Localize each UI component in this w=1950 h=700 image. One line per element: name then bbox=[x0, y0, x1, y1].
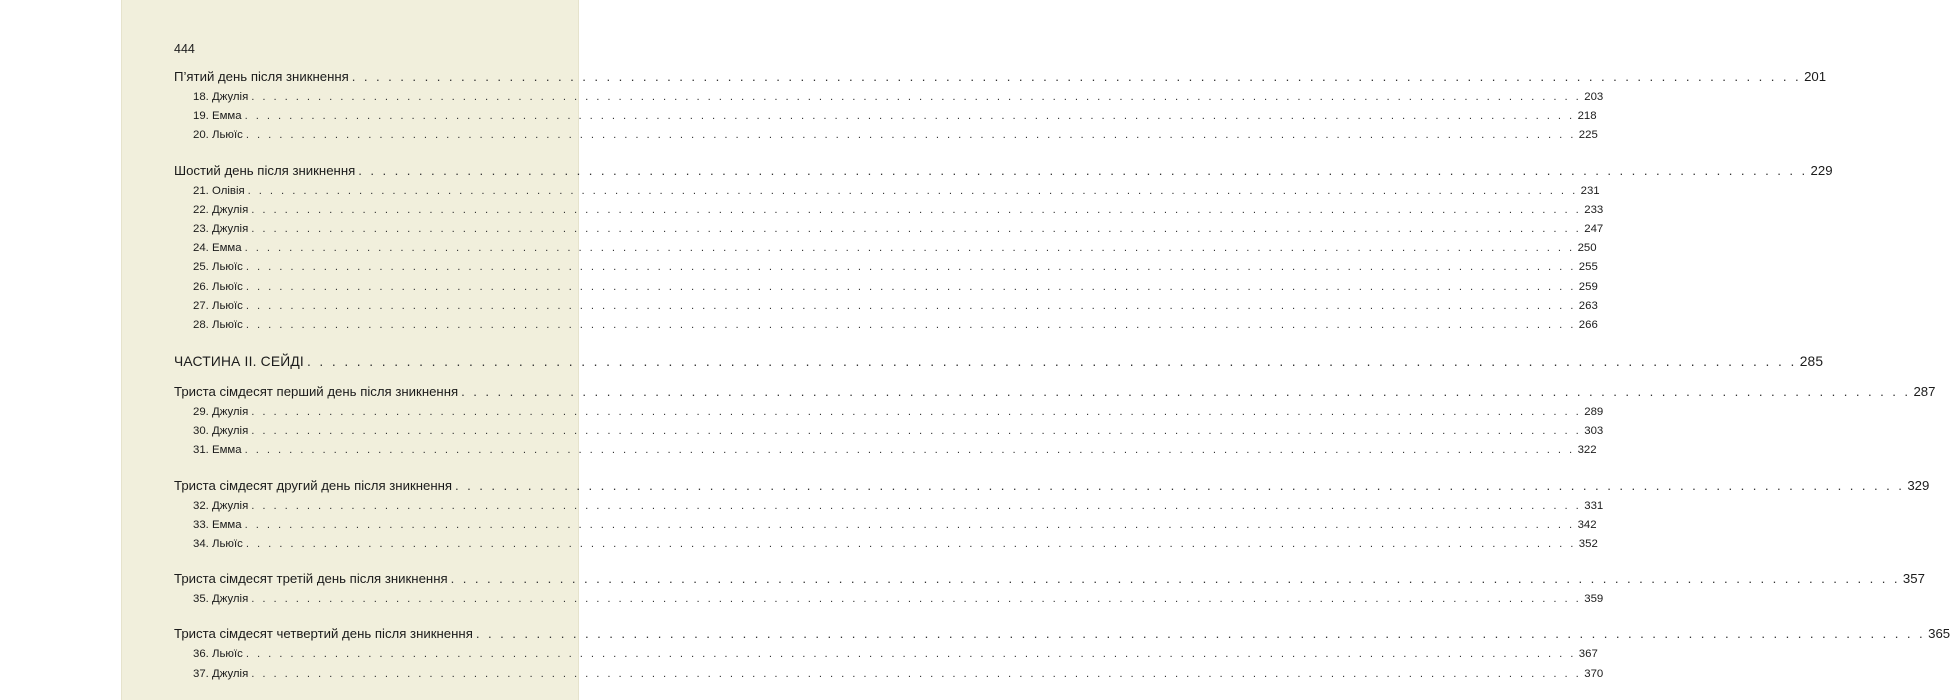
toc-entry-title: Триста сімдесят перший день після зникнення bbox=[174, 384, 459, 400]
dot-leader: . . . . . . . . . . . . . . . . . . . . . . . . . . . . . . . . . . . . . . . . . . . . . . . . . . . . . . . . . . . . . . . . . . . . . . . . . . . . . . . . . . . . . . . . . . . . . . . . . . . . . . . . . . . . . . . . . . . . . . . . bbox=[450, 571, 1900, 587]
toc-chapter-entry bbox=[174, 239, 1597, 258]
dot-leader: . . . . . . . . . . . . . . . . . . . . . . . . . . . . . . . . . . . . . . . . . . . . . . . . . . . . . . . . . . . . . . . . . . . . . . . . . . . . . . . . . . . . . . . . . . . . . . . . . . . . . . . . . . . . . . . . . . . . . . . . bbox=[251, 91, 1582, 103]
dot-leader: . . . . . . . . . . . . . . . . . . . . . . . . . . . . . . . . . . . . . . . . . . . . . . . . . . . . . . . . . . . . . . . . . . . . . . . . . . . . . . . . . . . . . . . . . . . . . . . . . . . . . . . . . . . . . . . . . . . . . . . . bbox=[251, 425, 1582, 438]
toc-chapter-entry bbox=[174, 590, 1604, 609]
toc-entry-page: 359 bbox=[1584, 593, 1604, 606]
dot-leader: . . . . . . . . . . . . . . . . . . . . . . . . . . . . . . . . . . . . . . . . . . . . . . . . . . . . . . . . . . . . . . . . . . . . . . . . . . . . . . . . . . . . . . . . . . . . . . . . . . . . . . . . . . . . . . . . . . . . . . . . bbox=[358, 162, 1808, 178]
toc-entry-page: 259 bbox=[1578, 280, 1598, 293]
dot-leader: . . . . . . . . . . . . . . . . . . . . . . . . . . . . . . . . . . . . . . . . . . . . . . . . . . . . . . . . . . . . . . . . . . . . . . . . . . . . . . . . . . . . . . . . . . . . . . . . . . . . . . . . . . . . . . . . . . . . . . . . bbox=[351, 69, 1802, 84]
toc-entry-title: 34. Льюїс bbox=[193, 538, 243, 550]
dot-leader: . . . . . . . . . . . . . . . . . . . . . . . . . . . . . . . . . . . . . . . . . . . . . . . . . . . . . . . . . . . . . . . . . . . . . . . . . . . . . . . . . . . . . . . . . . . . . . . . . . . . . . . . . . . . . . . . . . . . . . . . bbox=[244, 110, 1575, 123]
toc-chapter-entry bbox=[174, 422, 1604, 441]
toc-entry-title: Триста сімдесят четвертий день після зникнення bbox=[174, 626, 473, 642]
toc-chapter-entry bbox=[174, 535, 1598, 554]
dot-leader: . . . . . . . . . . . . . . . . . . . . . . . . . . . . . . . . . . . . . . . . . . . . . . . . . . . . . . . . . . . . . . . . . . . . . . . . . . . . . . . . . . . . . . . . . . . . . . . . . . . . . . . . . . . . . . . . . . . . . . . . bbox=[245, 129, 1576, 142]
toc-entry-title: 37. Джулія bbox=[193, 667, 249, 680]
toc-chapter-entry bbox=[174, 441, 1597, 460]
toc-chapter-entry bbox=[174, 316, 1598, 335]
toc-entry-page: 263 bbox=[1578, 299, 1598, 312]
toc-chapter-entry bbox=[174, 107, 1597, 126]
toc-chapter-entry bbox=[174, 403, 1604, 422]
toc-entry-page: 266 bbox=[1578, 318, 1598, 331]
toc-entry-title: 21. Олівія bbox=[193, 184, 245, 197]
toc-entry-page: 303 bbox=[1584, 425, 1604, 438]
toc-day-entry bbox=[174, 380, 1936, 403]
dot-leader: . . . . . . . . . . . . . . . . . . . . . . . . . . . . . . . . . . . . . . . . . . . . . . . . . . . . . . . . . . . . . . . . . . . . . . . . . . . . . . . . . . . . . . . . . . . . . . . . . . . . . . . . . . . . . . . . . . . . . . . . bbox=[245, 280, 1576, 293]
dot-leader: . . . . . . . . . . . . . . . . . . . . . . . . . . . . . . . . . . . . . . . . . . . . . . . . . . . . . . . . . . . . . . . . . . . . . . . . . . . . . . . . . . . . . . . . . . . . . . . . . . . . . . . . . . . . . . . . . . . . . . . . bbox=[461, 384, 1911, 400]
toc-day-entry bbox=[174, 159, 1833, 182]
toc-entry-title: 35. Джулія bbox=[193, 593, 249, 606]
toc-chapter-entry bbox=[174, 665, 1604, 684]
dot-leader: . . . . . . . . . . . . . . . . . . . . . . . . . . . . . . . . . . . . . . . . . . . . . . . . . . . . . . . . . . . . . . . . . . . . . . . . . . . . . . . . . . . . . . . . . . . . . . . . . . . . . . . . . . . . . . . . . . . . . . . . bbox=[244, 518, 1575, 531]
toc-part-entry bbox=[174, 350, 1824, 374]
toc-entry-page: 365 bbox=[1928, 626, 1950, 642]
toc-entry-title: 26. Льюїс bbox=[193, 280, 243, 293]
toc-entry-title: 20. Льюїс bbox=[193, 129, 243, 142]
toc-chapter-entry bbox=[174, 497, 1604, 516]
toc-entry-page: 225 bbox=[1578, 129, 1598, 142]
dot-leader: . . . . . . . . . . . . . . . . . . . . . . . . . . . . . . . . . . . . . . . . . . . . . . . . . . . . . . . . . . . . . . . . . . . . . . . . . . . . . . . . . . . . . . . . . . . . . . . . . . . . . . . . . . . . . . . . . . . . . . . . bbox=[245, 261, 1576, 274]
toc-entry-page: 255 bbox=[1578, 261, 1598, 274]
toc-entry-title: ЧАСТИНА II. СЕЙДІ bbox=[174, 354, 304, 370]
dot-leader: . . . . . . . . . . . . . . . . . . . . . . . . . . . . . . . . . . . . . . . . . . . . . . . . . . . . . . . . . . . . . . . . . . . . . . . . . . . . . . . . . . . . . . . . . . . . . . . . . . . . . . . . . . . . . . . . . . . . . . . . bbox=[245, 648, 1576, 661]
toc-entry-title: 30. Джулія bbox=[193, 425, 249, 438]
toc-chapter-entry bbox=[174, 297, 1598, 316]
dot-leader: . . . . . . . . . . . . . . . . . . . . . . . . . . . . . . . . . . . . . . . . . . . . . . . . . . . . . . . . . . . . . . . . . . . . . . . . . . . . . . . . . . . . . . . . . . . . . . . . . . . . . . . . . . . . . . . . . . . . . . . . bbox=[245, 318, 1576, 331]
dot-leader: . . . . . . . . . . . . . . . . . . . . . . . . . . . . . . . . . . . . . . . . . . . . . . . . . . . . . . . . . . . . . . . . . . . . . . . . . . . . . . . . . . . . . . . . . . . . . . . . . . . . . . . . . . . . . . . . . . . . . . . . bbox=[251, 203, 1582, 216]
dot-leader: . . . . . . . . . . . . . . . . . . . . . . . . . . . . . . . . . . . . . . . . . . . . . . . . . . . . . . . . . . . . . . . . . . . . . . . . . . . . . . . . . . . . . . . . . . . . . . . . . . . . . . . . . . . . . . . . . . . . . . . . bbox=[251, 406, 1582, 419]
toc-chapter-entry bbox=[174, 88, 1604, 107]
toc-entry-page: 203 bbox=[1584, 91, 1604, 103]
toc-day-entry bbox=[174, 622, 1950, 645]
toc-entry-page: 331 bbox=[1584, 499, 1604, 512]
toc-chapter-entry bbox=[174, 516, 1597, 535]
dot-leader: . . . . . . . . . . . . . . . . . . . . . . . . . . . . . . . . . . . . . . . . . . . . . . . . . . . . . . . . . . . . . . . . . . . . . . . . . . . . . . . . . . . . . . . . . . . . . . . . . . . . . . . . . . . . . . . . . . . . . . . . bbox=[475, 626, 1926, 642]
dot-leader: . . . . . . . . . . . . . . . . . . . . . . . . . . . . . . . . . . . . . . . . . . . . . . . . . . . . . . . . . . . . . . . . . . . . . . . . . . . . . . . . . . . . . . . . . . . . . . . . . . . . . . . . . . . . . . . . . . . . . . . . bbox=[244, 242, 1575, 255]
toc-spacer bbox=[174, 461, 536, 474]
toc-chapter-entry bbox=[174, 220, 1604, 239]
dot-leader: . . . . . . . . . . . . . . . . . . . . . . . . . . . . . . . . . . . . . . . . . . . . . . . . . . . . . . . . . . . . . . . . . . . . . . . . . . . . . . . . . . . . . . . . . . . . . . . . . . . . . . . . . . . . . . . . . . . . . . . . bbox=[251, 667, 1582, 680]
toc-spacer bbox=[174, 335, 536, 350]
toc-entry-page: 357 bbox=[1902, 571, 1925, 587]
toc-entry-title: Триста сімдесят другий день після зникнення bbox=[174, 477, 453, 493]
toc-spacer bbox=[174, 146, 536, 159]
toc-entry-title: Шостий день після зникнення bbox=[174, 162, 356, 178]
dot-leader: . . . . . . . . . . . . . . . . . . . . . . . . . . . . . . . . . . . . . . . . . . . . . . . . . . . . . . . . . . . . . . . . . . . . . . . . . . . . . . . . . . . . . . . . . . . . . . . . . . . . . . . . . . . . . . . . . . . . . . . . bbox=[245, 299, 1576, 312]
toc-chapter-entry bbox=[174, 126, 1598, 145]
toc-entry-title: 19. Емма bbox=[193, 110, 242, 123]
toc-entry-page: 247 bbox=[1584, 222, 1604, 235]
toc-entry-page: 287 bbox=[1913, 384, 1936, 400]
toc-spacer bbox=[174, 609, 536, 622]
page-number: 444 bbox=[174, 42, 195, 56]
dot-leader: . . . . . . . . . . . . . . . . . . . . . . . . . . . . . . . . . . . . . . . . . . . . . . . . . . . . . . . . . . . . . . . . . . . . . . . . . . . . . . . . . . . . . . . . . . . . . . . . . . . . . . . . . . . . . . . . . . . . . . . . bbox=[251, 499, 1582, 512]
toc-chapter-entry bbox=[174, 258, 1598, 277]
toc-day-entry bbox=[174, 474, 1930, 497]
toc-entry-title: 27. Льюїс bbox=[193, 299, 243, 312]
toc-entry-title: Триста сімдесят третій день після зникнення bbox=[174, 571, 448, 587]
toc-entry-title: 18. Джулія bbox=[193, 91, 249, 103]
dot-leader: . . . . . . . . . . . . . . . . . . . . . . . . . . . . . . . . . . . . . . . . . . . . . . . . . . . . . . . . . . . . . . . . . . . . . . . . . . . . . . . . . . . . . . . . . . . . . . . . . . . . . . . . . . . . . . . . . . . . . . . . bbox=[306, 354, 1797, 370]
toc-entry-page: 352 bbox=[1578, 538, 1598, 550]
toc-entry-page: 329 bbox=[1907, 477, 1930, 493]
toc-entry-title: 33. Емма bbox=[193, 518, 242, 531]
toc-entry-page: 250 bbox=[1577, 242, 1597, 255]
toc-entry-title: 28. Льюїс bbox=[193, 318, 243, 331]
dot-leader: . . . . . . . . . . . . . . . . . . . . . . . . . . . . . . . . . . . . . . . . . . . . . . . . . . . . . . . . . . . . . . . . . . . . . . . . . . . . . . . . . . . . . . . . . . . . . . . . . . . . . . . . . . . . . . . . . . . . . . . . bbox=[247, 184, 1578, 197]
toc-entry-title: 25. Льюїс bbox=[193, 261, 243, 274]
toc-entry-page: 233 bbox=[1584, 203, 1604, 216]
toc-entry-page: 229 bbox=[1810, 162, 1833, 178]
toc-entry-title: 22. Джулія bbox=[193, 203, 249, 216]
dot-leader: . . . . . . . . . . . . . . . . . . . . . . . . . . . . . . . . . . . . . . . . . . . . . . . . . . . . . . . . . . . . . . . . . . . . . . . . . . . . . . . . . . . . . . . . . . . . . . . . . . . . . . . . . . . . . . . . . . . . . . . . bbox=[251, 593, 1582, 606]
toc-entry-page: 218 bbox=[1577, 110, 1597, 123]
toc-entry-page: 370 bbox=[1584, 667, 1604, 680]
toc-day-entry bbox=[174, 65, 1827, 88]
toc-chapter-entry bbox=[174, 278, 1598, 297]
toc-entry-title: 29. Джулія bbox=[193, 406, 249, 419]
dot-leader: . . . . . . . . . . . . . . . . . . . . . . . . . . . . . . . . . . . . . . . . . . . . . . . . . . . . . . . . . . . . . . . . . . . . . . . . . . . . . . . . . . . . . . . . . . . . . . . . . . . . . . . . . . . . . . . . . . . . . . . . bbox=[455, 477, 1905, 493]
toc-entry-title: 36. Льюїс bbox=[193, 648, 243, 661]
toc-entry-page: 342 bbox=[1577, 518, 1597, 531]
dot-leader: . . . . . . . . . . . . . . . . . . . . . . . . . . . . . . . . . . . . . . . . . . . . . . . . . . . . . . . . . . . . . . . . . . . . . . . . . . . . . . . . . . . . . . . . . . . . . . . . . . . . . . . . . . . . . . . . . . . . . . . . bbox=[244, 444, 1575, 457]
toc-entry-title: 24. Емма bbox=[193, 242, 242, 255]
dot-leader: . . . . . . . . . . . . . . . . . . . . . . . . . . . . . . . . . . . . . . . . . . . . . . . . . . . . . . . . . . . . . . . . . . . . . . . . . . . . . . . . . . . . . . . . . . . . . . . . . . . . . . . . . . . . . . . . . . . . . . . . bbox=[251, 222, 1582, 235]
toc-entry-page: 285 bbox=[1799, 354, 1824, 370]
toc-spacer bbox=[174, 554, 536, 567]
dot-leader: . . . . . . . . . . . . . . . . . . . . . . . . . . . . . . . . . . . . . . . . . . . . . . . . . . . . . . . . . . . . . . . . . . . . . . . . . . . . . . . . . . . . . . . . . . . . . . . . . . . . . . . . . . . . . . . . . . . . . . . . bbox=[245, 538, 1576, 550]
toc-chapter-entry bbox=[174, 201, 1604, 220]
toc-entry-page: 201 bbox=[1804, 69, 1827, 84]
toc-day-entry bbox=[174, 567, 1925, 590]
toc-entry-page: 367 bbox=[1578, 648, 1598, 661]
toc-chapter-entry bbox=[174, 182, 1600, 201]
toc-entry-title: 23. Джулія bbox=[193, 222, 249, 235]
toc-entry-page: 322 bbox=[1577, 444, 1597, 457]
toc-entry-title: П’ятий день після зникнення bbox=[174, 69, 349, 84]
toc-chapter-entry bbox=[174, 645, 1598, 664]
toc-entry-page: 289 bbox=[1584, 406, 1604, 419]
table-of-contents bbox=[174, 65, 1950, 684]
toc-entry-title: 32. Джулія bbox=[193, 499, 249, 512]
toc-entry-title: 31. Емма bbox=[193, 444, 242, 457]
toc-entry-page: 231 bbox=[1580, 184, 1600, 197]
